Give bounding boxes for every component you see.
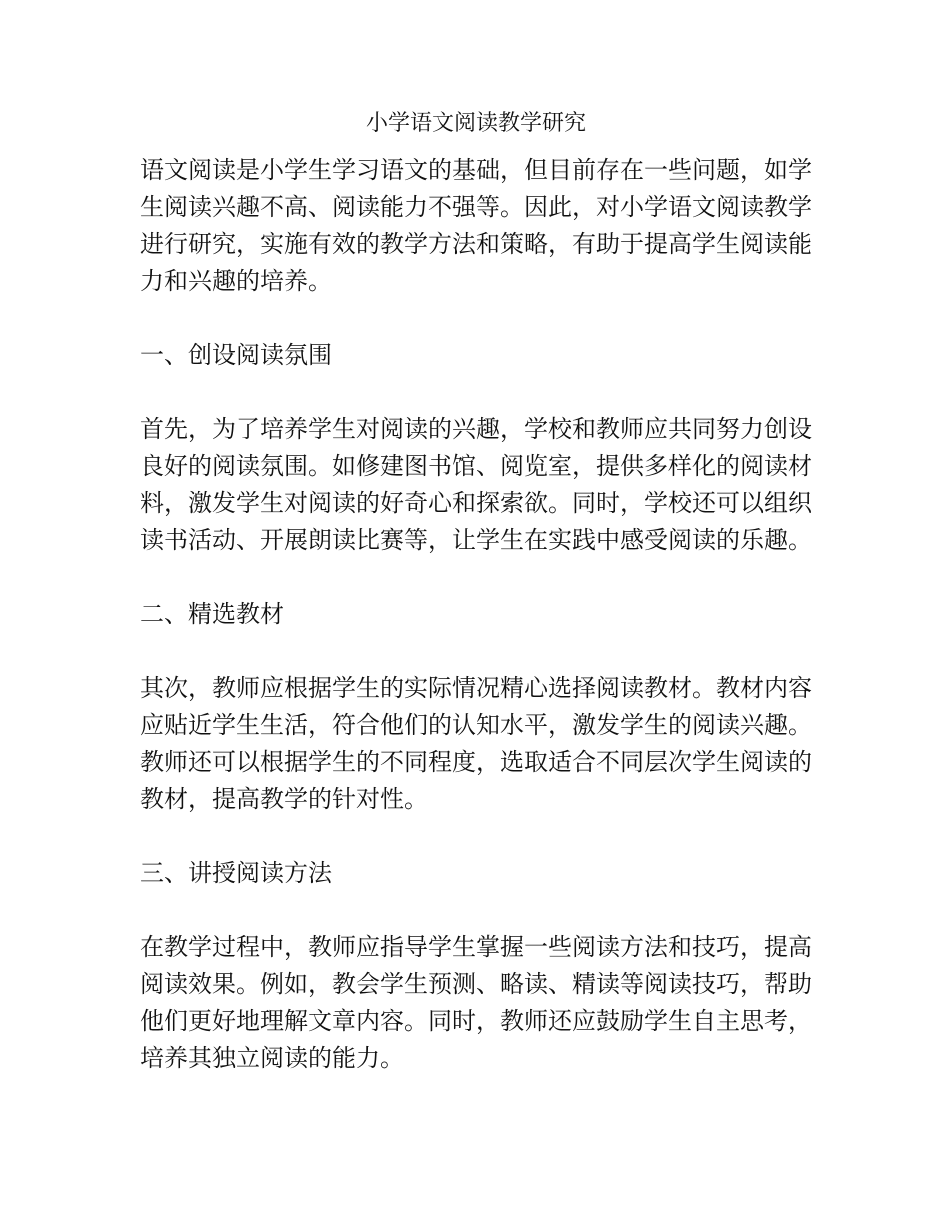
section-body-1: 首先，为了培养学生对阅读的兴趣，学校和教师应共同努力创设良好的阅读氛围。如修建图书馆、阅览室，提供多样化的阅读材料，激发学生对阅读的好奇心和探索欲。同时，学校还可以组织读书活动、开展朗读比赛等，让学生在实践中感受阅读的乐趣。 bbox=[140, 415, 812, 554]
section-heading-1: 一、创设阅读氛围 bbox=[140, 341, 332, 369]
document-page bbox=[140, 96, 812, 1077]
spacer bbox=[140, 633, 812, 670]
section-body-2: 其次，教师应根据学生的实际情况精心选择阅读教材。教材内容应贴近学生生活，符合他们的认知水平，激发学生的阅读兴趣。教师还可以根据学生的不同程度，选取适合不同层次学生阅读的教材，提高教学的针对性。 bbox=[140, 674, 812, 813]
section-heading-2: 二、精选教材 bbox=[140, 600, 284, 628]
section-body-3: 在教学过程中，教师应指导学生掌握一些阅读方法和技巧，提高阅读效果。例如，教会学生预测、略读、精读等阅读技巧，帮助他们更好地理解文章内容。同时，教师还应鼓励学生自主思考，培养其独立阅读的能力。 bbox=[140, 933, 812, 1072]
spacer bbox=[140, 818, 812, 855]
spacer bbox=[140, 559, 812, 596]
intro-paragraph: 语文阅读是小学生学习语文的基础，但目前存在一些问题，如学生阅读兴趣不高、阅读能力不强等。因此，对小学语文阅读教学进行研究，实施有效的教学方法和策略，有助于提高学生阅读能力和兴趣的培养。 bbox=[140, 156, 812, 295]
spacer bbox=[140, 374, 812, 411]
section-heading-3: 三、讲授阅读方法 bbox=[140, 859, 332, 887]
document-title: 小学语文阅读教学研究 bbox=[365, 111, 586, 136]
spacer bbox=[140, 892, 812, 929]
spacer bbox=[140, 300, 812, 337]
